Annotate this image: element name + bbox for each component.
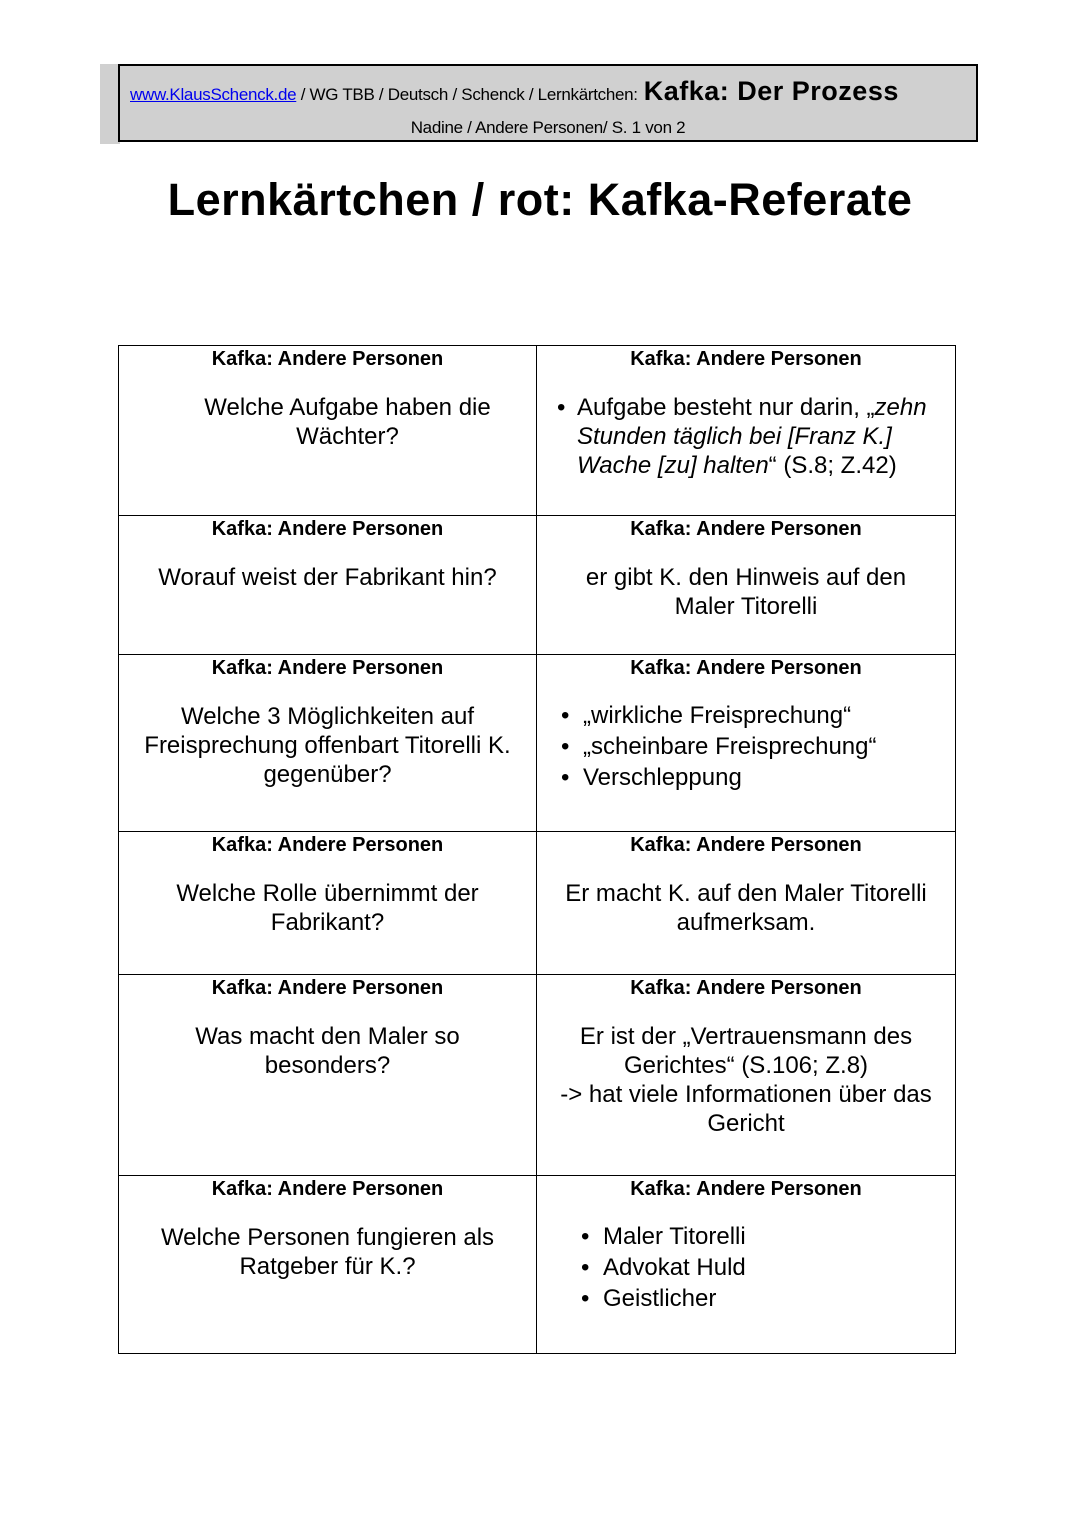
- card-question: [119, 655, 537, 832]
- card-label: Kafka: Andere Personen: [211, 834, 444, 856]
- answer-text: [547, 1022, 945, 1138]
- flashcard-table: [118, 345, 956, 1354]
- header-path: / WG TBB / Deutsch / Schenck / Lernkärtchen:: [296, 85, 638, 104]
- card-label: Kafka: Andere Personen: [211, 518, 444, 540]
- question-text: Was macht den Maler so besonders?: [195, 1023, 460, 1079]
- card-row: [119, 655, 956, 832]
- card-question: [119, 346, 537, 516]
- card-row: [119, 516, 956, 655]
- header-topic: Kafka: Der Prozess: [643, 76, 899, 106]
- card-answer: [537, 516, 956, 655]
- card-answer: [537, 1176, 956, 1354]
- list-item: • „scheinbare Freisprechung“: [547, 731, 945, 762]
- card-label: Kafka: Andere Personen: [211, 1178, 444, 1200]
- answer-suffix: “ (S.8; Z.42): [768, 452, 897, 479]
- card-row: [119, 975, 956, 1176]
- answer-quote: zehn Stunden täglich bei [Franz K.] Wache [zu] halten: [577, 394, 927, 479]
- question-text: Welche Personen fungieren als Ratgeber für K.?: [160, 1224, 495, 1280]
- answer-text: er gibt K. den Hinweis auf den Maler Titorelli: [585, 564, 907, 620]
- card-question: [119, 832, 537, 975]
- list-item: • „wirkliche Freisprechung“: [547, 700, 945, 731]
- website-link[interactable]: www.KlausSchenck.de: [130, 85, 297, 104]
- card-answer: [537, 975, 956, 1176]
- answer-prefix: Aufgabe besteht nur darin, „: [577, 394, 875, 421]
- question-text: Welche Rolle übernimmt der Fabrikant?: [176, 880, 479, 936]
- answer-text: [547, 393, 945, 480]
- card-label: Kafka: Andere Personen: [211, 348, 444, 370]
- header-subline: Nadine / Andere Personen/ S. 1 von 2: [410, 118, 686, 137]
- card-answer: [537, 346, 956, 516]
- answer-line: -> hat viele Informationen über das Gericht: [560, 1081, 932, 1137]
- page-title: Lernkärtchen / rot: Kafka-Referate: [167, 174, 913, 225]
- question-text: Welche 3 Möglichkeiten auf Freisprechung offenbart Titorelli K. gegenüber?: [144, 703, 511, 788]
- answer-list: [547, 700, 945, 793]
- answer-list: [547, 1221, 945, 1314]
- card-row: [119, 832, 956, 975]
- card-question: [119, 975, 537, 1176]
- card-label: Kafka: Andere Personen: [630, 657, 862, 679]
- card-label: Kafka: Andere Personen: [630, 977, 862, 999]
- list-item: • Maler Titorelli: [547, 1221, 945, 1252]
- card-label: Kafka: Andere Personen: [630, 834, 862, 856]
- card-label: Kafka: Andere Personen: [630, 518, 862, 540]
- card-row: [119, 1176, 956, 1354]
- header-breadcrumb: [130, 76, 899, 107]
- question-text: Worauf weist der Fabrikant hin?: [158, 564, 497, 591]
- list-item: • Geistlicher: [547, 1283, 945, 1314]
- card-row: [119, 346, 956, 516]
- list-item: • Advokat Huld: [547, 1252, 945, 1283]
- card-answer: [537, 832, 956, 975]
- answer-text: Er macht K. auf den Maler Titorelli aufmerksam.: [565, 880, 927, 936]
- header-shadow: [100, 64, 120, 144]
- answer-line: Er ist der „Vertrauensmann des Gerichtes“ (S.106; Z.8): [579, 1023, 913, 1079]
- card-question: [119, 516, 537, 655]
- card-answer: [537, 655, 956, 832]
- card-label: Kafka: Andere Personen: [211, 657, 444, 679]
- card-label: Kafka: Andere Personen: [630, 348, 862, 370]
- card-label: Kafka: Andere Personen: [630, 1178, 862, 1200]
- question-text: Welche Aufgabe haben die Wächter?: [204, 394, 491, 450]
- document-header: [118, 64, 978, 142]
- card-label: Kafka: Andere Personen: [211, 977, 444, 999]
- list-item: • Verschleppung: [547, 762, 945, 793]
- card-question: [119, 1176, 537, 1354]
